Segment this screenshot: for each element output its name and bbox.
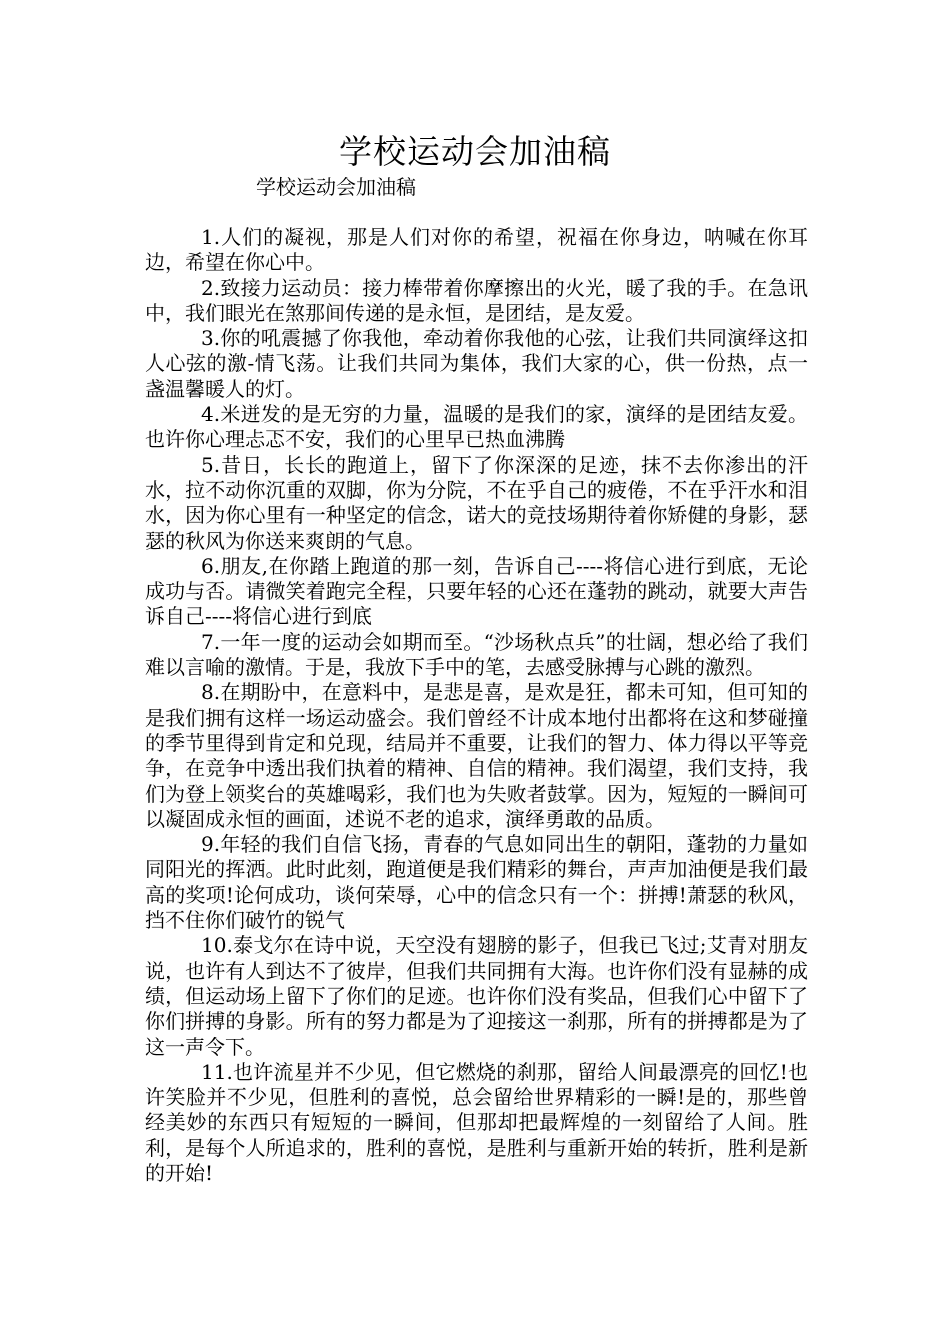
paragraph-11: 11.也许流星并不少见，但它燃烧的刹那，留给人间最漂亮的回忆!也许笑脸并不少见，但胜利的喜悦，总会留给世界精彩的一瞬!是的，那些曾经美妙的东西只有短短的一瞬间，但那却把最辉煌的一刻留给了人间。胜利，是每个人所追求的，胜利的喜悦，是胜利与重新开始的转折，胜利是新的开始!: [145, 1059, 808, 1185]
paragraph-5: 5.昔日，长长的跑道上，留下了你深深的足迹，抹不去你渗出的汗水，拉不动你沉重的双脚，你为分院，不在乎自己的疲倦，不在乎汗水和泪水，因为你心里有一种坚定的信念，诺大的竞技场期待着你矫健的身影，瑟瑟的秋风为你送来爽朗的气息。: [145, 452, 808, 553]
page-subtitle: 学校运动会加油稿: [256, 175, 416, 199]
paragraph-1: 1.人们的凝视，那是人们对你的希望，祝福在你身边，呐喊在你耳边，希望在你心中。: [145, 225, 808, 275]
paragraph-3: 3.你的吼震撼了你我他，牵动着你我他的心弦，让我们共同演绎这扣人心弦的激-情飞荡。让我们共同为集体，我们大家的心，供一份热，点一盏温馨暖人的灯。: [145, 326, 808, 401]
page-title: 学校运动会加油稿: [339, 132, 611, 171]
paragraph-4: 4.米迸发的是无穷的力量，温暖的是我们的家，演绎的是团结友爱。也许你心理忐忑不安，我们的心里早已热血沸腾: [145, 402, 808, 452]
paragraph-7: 7.一年一度的运动会如期而至。“沙场秋点兵”的壮阔，想必给了我们难以言喻的激情。于是，我放下手中的笔，去感受脉搏与心跳的激烈。: [145, 629, 808, 680]
paragraph-10: 10.泰戈尔在诗中说，天空没有翅膀的影子，但我已飞过;艾青对朋友说，也许有人到达不了彼岸，但我们共同拥有大海。也许你们没有显赫的成绩，但运动场上留下了你们的足迹。也许你们没有奖品，但我们心中留下了你们拼搏的身影。所有的努力都是为了迎接这一刹那，所有的拼搏都是为了这一声令下。: [145, 933, 808, 1059]
paragraph-2: 2.致接力运动员：接力棒带着你摩擦出的火光，暖了我的手。在急讯中，我们眼光在煞那间传递的是永恒，是团结，是友爱。: [145, 275, 808, 325]
document-body: [145, 225, 808, 1186]
paragraph-6: 6.朋友,在你踏上跑道的那一刻，告诉自己----将信心进行到底，无论成功与否。请微笑着跑完全程，只要年轻的心还在蓬勃的跳动，就要大声告诉自己----将信心进行到底: [145, 553, 808, 629]
paragraph-8: 8.在期盼中，在意料中，是悲是喜，是欢是狂，都未可知，但可知的是我们拥有这样一场运动盛会。我们曾经不计成本地付出都将在这和梦碰撞的季节里得到肯定和兑现，结局并不重要，让我们的智力、体力得以平等竞争，在竞争中透出我们执着的精神、自信的精神。我们渴望，我们支持，我们为登上领奖台的英雄喝彩，我们也为失败者鼓掌。因为，短短的一瞬间可以凝固成永恒的画面，述说不老的追求，演绎勇敢的品质。: [145, 680, 808, 831]
paragraph-9: 9.年轻的我们自信飞扬，青春的气息如同出生的朝阳，蓬勃的力量如同阳光的挥洒。此时此刻，跑道便是我们精彩的舞台，声声加油便是我们最高的奖项!论何成功，谈何荣辱，心中的信念只有一个：拼搏!萧瑟的秋风，挡不住你们破竹的锐气: [145, 832, 808, 933]
